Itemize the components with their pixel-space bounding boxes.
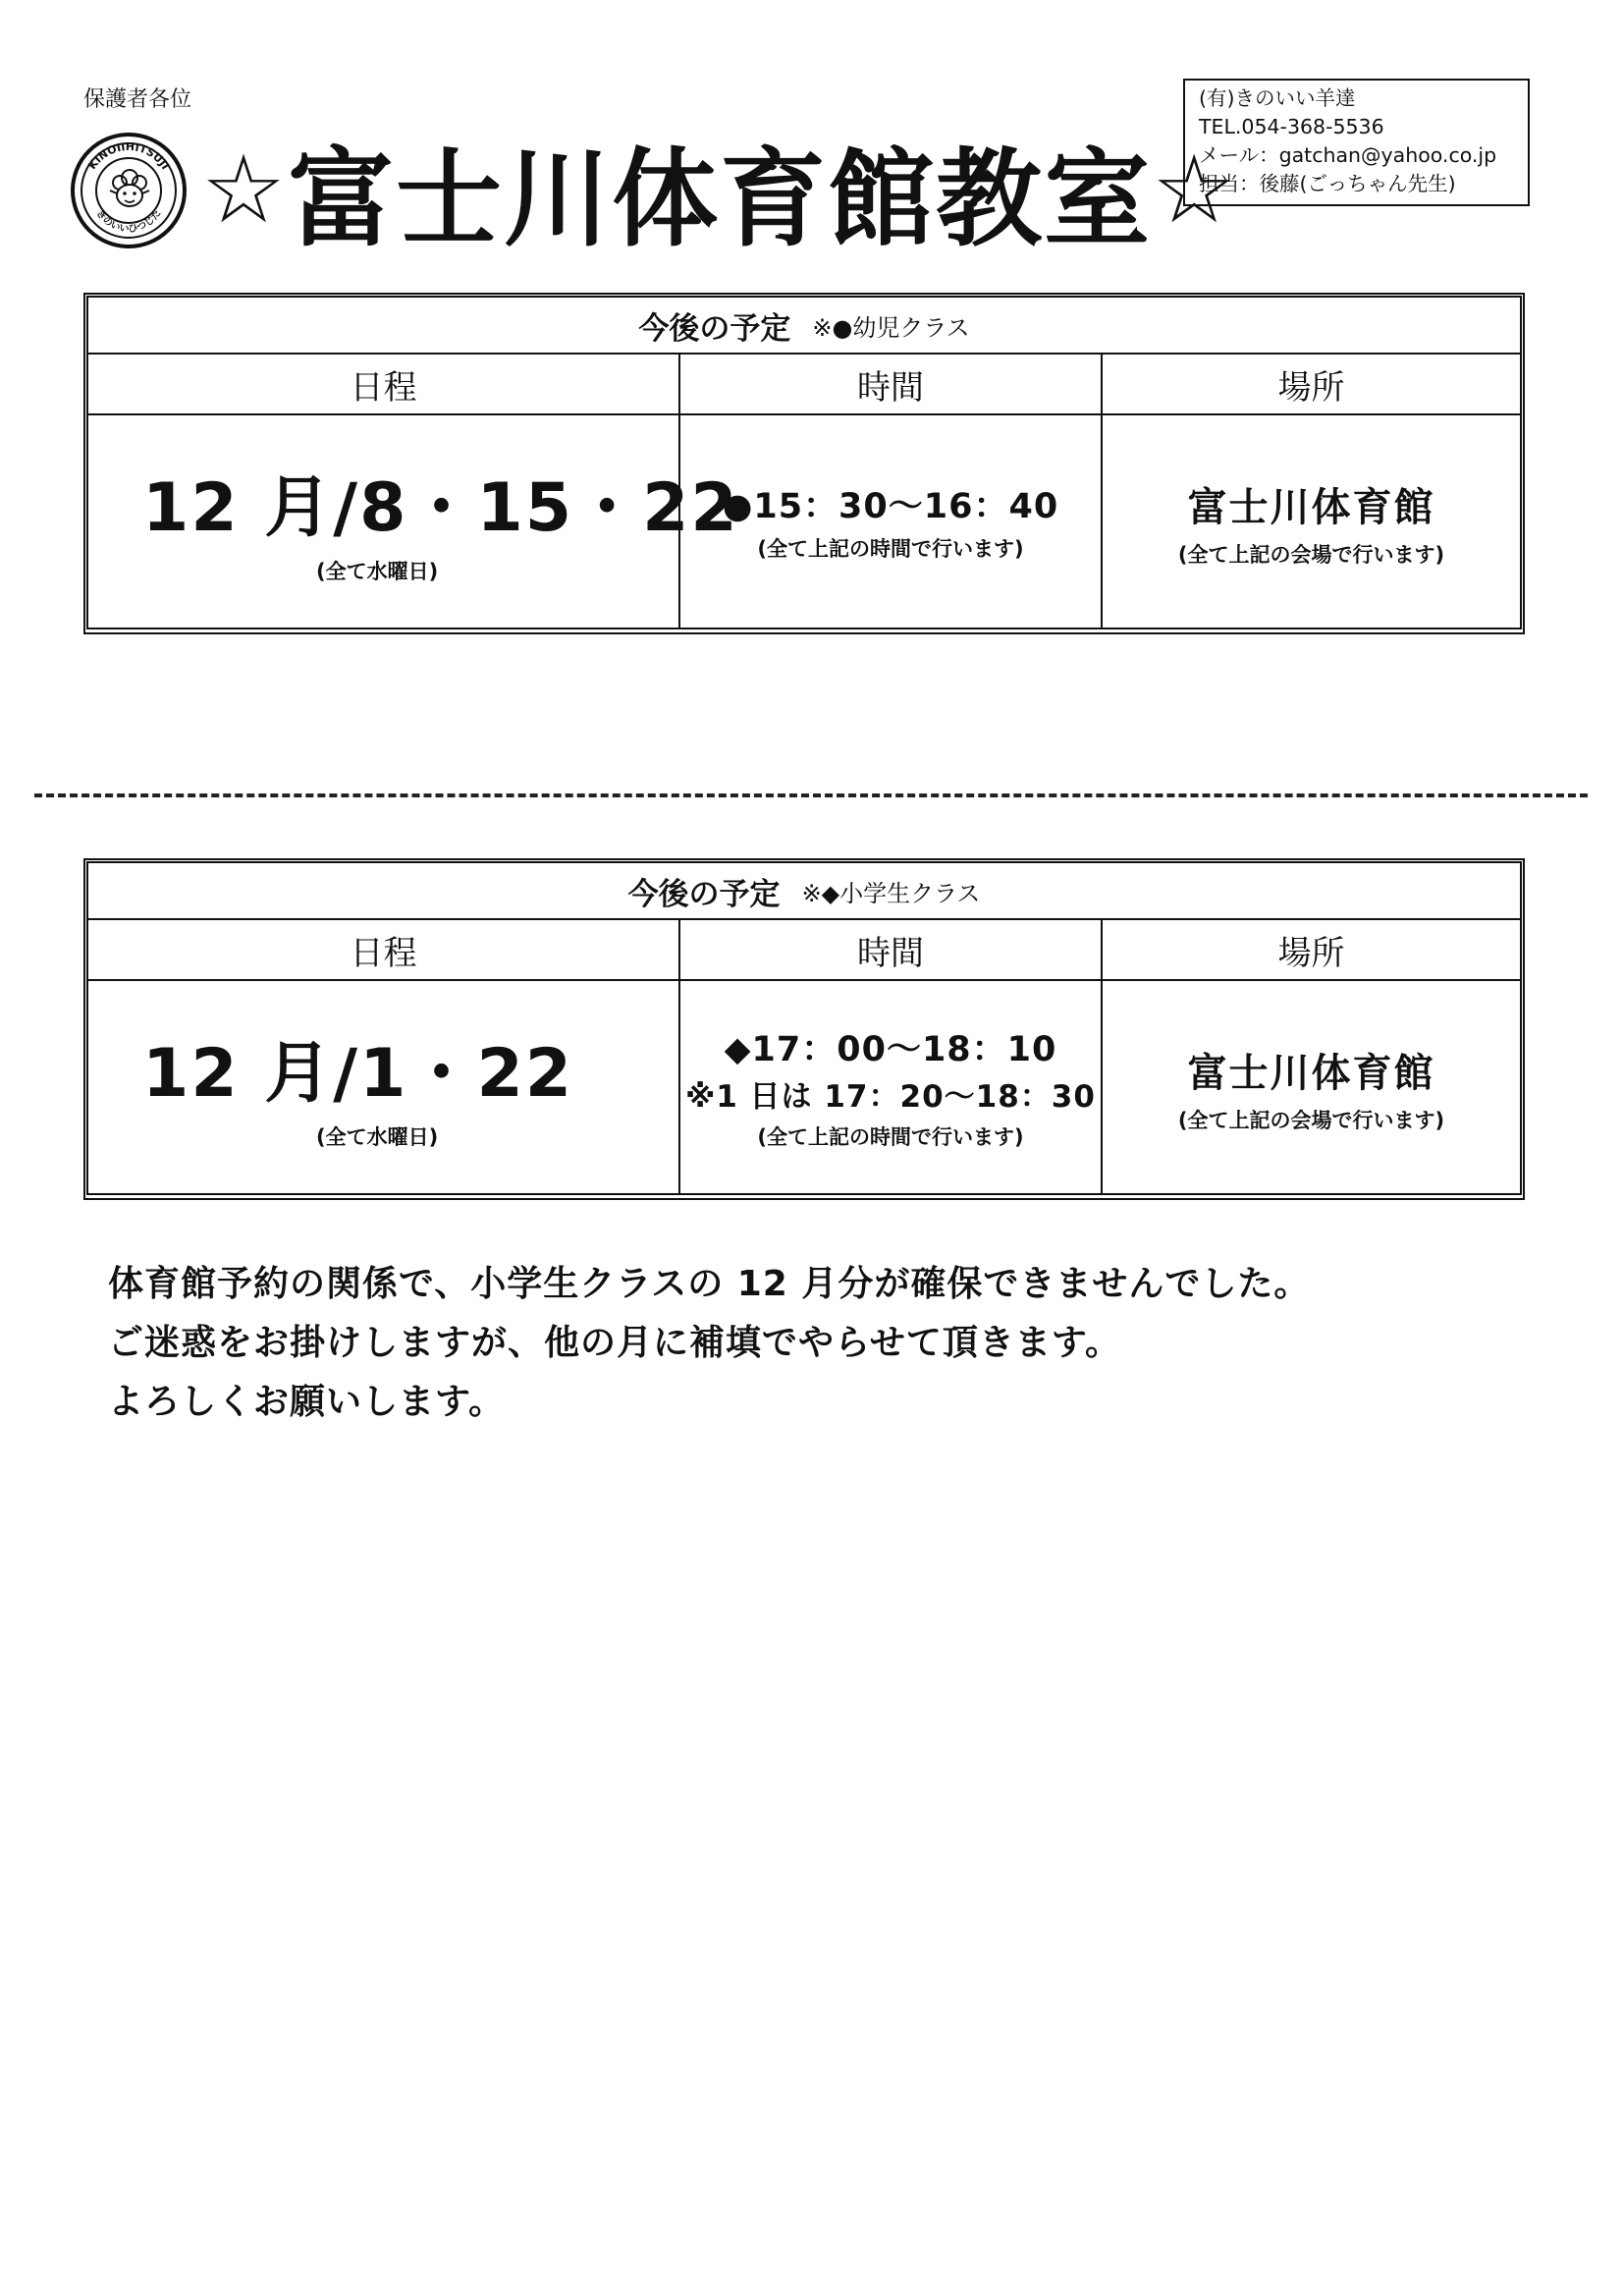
label-date: 日程	[88, 355, 680, 413]
place-cell	[1103, 415, 1520, 628]
schedule-table-elementary	[83, 858, 1525, 1200]
schedule-heading	[88, 863, 1520, 920]
time-note: (全て上記の時間で行います)	[757, 537, 1024, 561]
label-date: 日程	[88, 920, 680, 979]
label-place: 場所	[1277, 367, 1345, 408]
notice-text	[108, 1255, 1310, 1432]
time-value: ◆17：00～18：10	[724, 1030, 1057, 1069]
schedule-table-kindergarten	[83, 293, 1525, 634]
schedule-title: 今後の予定	[638, 310, 791, 347]
date-note: (全て水曜日)	[316, 1125, 439, 1149]
schedule-values	[88, 415, 1520, 628]
schedule-values	[88, 981, 1520, 1193]
time-value: ●15：30～16：40	[722, 487, 1059, 526]
star-icon: ☆	[1152, 135, 1239, 245]
contact-company: (有)きのいい羊達	[1199, 86, 1356, 110]
place-note: (全て上記の会場で行います)	[1177, 543, 1445, 567]
place-value: 富士川体育館	[1187, 1051, 1435, 1096]
column-labels	[88, 920, 1520, 981]
date-value: 12 月/8・15・22	[142, 469, 739, 547]
contact-person: 担当：後藤(ごっちゃん先生)	[1199, 172, 1456, 195]
time-cell	[680, 415, 1103, 628]
cut-line-divider	[34, 793, 1588, 797]
column-labels	[88, 355, 1520, 415]
sheep-face-icon	[75, 137, 183, 245]
label-time: 時間	[680, 920, 1103, 979]
date-value: 12 月/1・22	[142, 1035, 574, 1113]
class-note: ※●幼児クラス	[812, 313, 970, 342]
schedule-heading	[88, 298, 1520, 355]
logo-outer-text: KINOIIHITSUJI	[85, 139, 172, 172]
contact-box	[1183, 79, 1530, 206]
schedule-title: 今後の予定	[627, 876, 781, 912]
date-cell	[88, 981, 680, 1193]
date-cell	[88, 415, 739, 628]
school-logo	[71, 133, 187, 248]
time-cell	[680, 981, 1103, 1193]
addressee: 保護者各位	[83, 87, 192, 112]
class-note: ※◆小学生クラス	[801, 879, 981, 907]
place-value: 富士川体育館	[1187, 485, 1435, 530]
time-exception: ※1 日は 17：20～18：30	[685, 1079, 1096, 1115]
place-cell	[1103, 981, 1520, 1193]
place-note: (全て上記の会場で行います)	[1177, 1109, 1445, 1132]
notice-line: よろしくお願いします。	[108, 1382, 506, 1422]
date-note: (全て水曜日)	[316, 560, 439, 583]
page-title	[201, 116, 1239, 263]
svg-text:KINOIIHITSUJI	[85, 140, 171, 172]
contact-tel: TEL.054-368-5536	[1199, 115, 1384, 138]
label-place: 場所	[1277, 933, 1345, 973]
title-text: 富士川体育館教室	[288, 137, 1153, 261]
notice-line: 体育館予約の関係で、小学生クラスの 12 月分が確保できませんでした。	[108, 1264, 1311, 1304]
logo-inner-text: きのいいひつじた	[93, 207, 164, 236]
notice-line: ご迷惑をお掛けしますが、他の月に補填でやらせて頂きます。	[108, 1323, 1122, 1363]
star-icon: ☆	[201, 135, 289, 245]
label-time: 時間	[680, 355, 1103, 413]
time-note: (全て上記の時間で行います)	[757, 1125, 1024, 1149]
contact-email: メール：gatchan@yahoo.co.jp	[1199, 143, 1497, 167]
